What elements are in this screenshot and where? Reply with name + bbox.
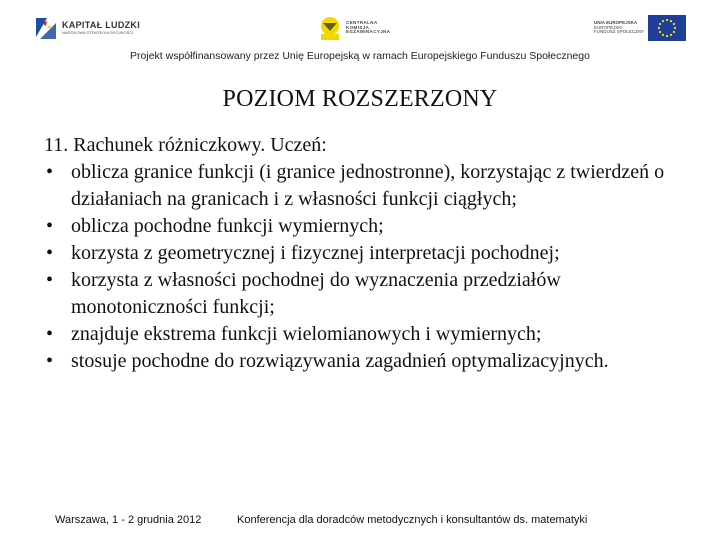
eu-line-1: UNIA EUROPEJSKA — [594, 19, 638, 25]
bullet-item — [44, 348, 684, 375]
footer-location-date: Warszawa, 1 - 2 grudnia 2012 — [55, 514, 202, 526]
kapital-ludzki-emblem-icon — [34, 15, 58, 41]
eu-logo — [594, 8, 686, 48]
bullet-item — [44, 213, 684, 240]
footer-conference: Konferencja dla doradców metodycznych i konsultantów ds. matematyki — [237, 514, 588, 526]
kapital-ludzki-logo — [34, 8, 140, 48]
bullet-text: oblicza granice funkcji (i granice jednostronne), korzystając z twierdzeń o działaniach na granicach i z własności funkcji ciągłych; — [71, 161, 665, 210]
bullet-text: znajduje ekstrema funkcji wielomianowych i wymiernych; — [71, 323, 542, 345]
bullet-text: oblicza pochodne funkcji wymiernych; — [71, 215, 384, 237]
cke-line-1: CENTRALNA — [346, 19, 378, 25]
kapital-ludzki-title: KAPITAŁ LUDZKI — [62, 20, 141, 31]
cke-logo — [318, 8, 390, 48]
bullet-icon: • — [46, 350, 54, 372]
bullet-item — [44, 240, 684, 267]
slide-title: POZIOM ROZSZERZONY — [222, 86, 498, 112]
bullet-icon: • — [46, 161, 54, 183]
cke-line-3: EGZAMINACYJNA — [346, 29, 391, 35]
eu-flag-icon — [648, 15, 686, 41]
bullet-item — [44, 159, 684, 213]
bullet-icon: • — [46, 242, 54, 264]
cke-line-2: KOMISJA — [346, 24, 370, 30]
logo-row — [0, 8, 720, 48]
bullet-text: stosuje pochodne do rozwiązywania zagadnień optymalizacyjnych. — [71, 350, 609, 372]
bullet-item — [44, 321, 684, 348]
eu-line-3: FUNDUSZ SPOŁECZNY — [594, 29, 645, 35]
bullet-text: korzysta z geometrycznej i fizycznej interpretacji pochodnej; — [71, 242, 560, 264]
bullet-list — [44, 159, 684, 375]
bullet-icon: • — [46, 269, 54, 291]
project-funding-line: Projekt współfinansowany przez Unię Europejską w ramach Europejskiego Funduszu Społecznego — [130, 50, 590, 62]
slide-content — [44, 132, 684, 375]
kapital-ludzki-subtitle: NARODOWA STRATEGIA SPÓJNOŚCI — [62, 29, 134, 35]
eu-line-2: EUROPEJSKI — [594, 24, 623, 30]
cke-emblem-icon — [318, 14, 342, 42]
bullet-icon: • — [46, 215, 54, 237]
section-heading: 11. Rachunek różniczkowy. Uczeń: — [44, 134, 327, 156]
bullet-icon: • — [46, 323, 54, 345]
bullet-text: korzysta z własności pochodnej do wyznaczenia przedziałów monotoniczności funkcji; — [71, 269, 561, 318]
bullet-item — [44, 267, 684, 321]
